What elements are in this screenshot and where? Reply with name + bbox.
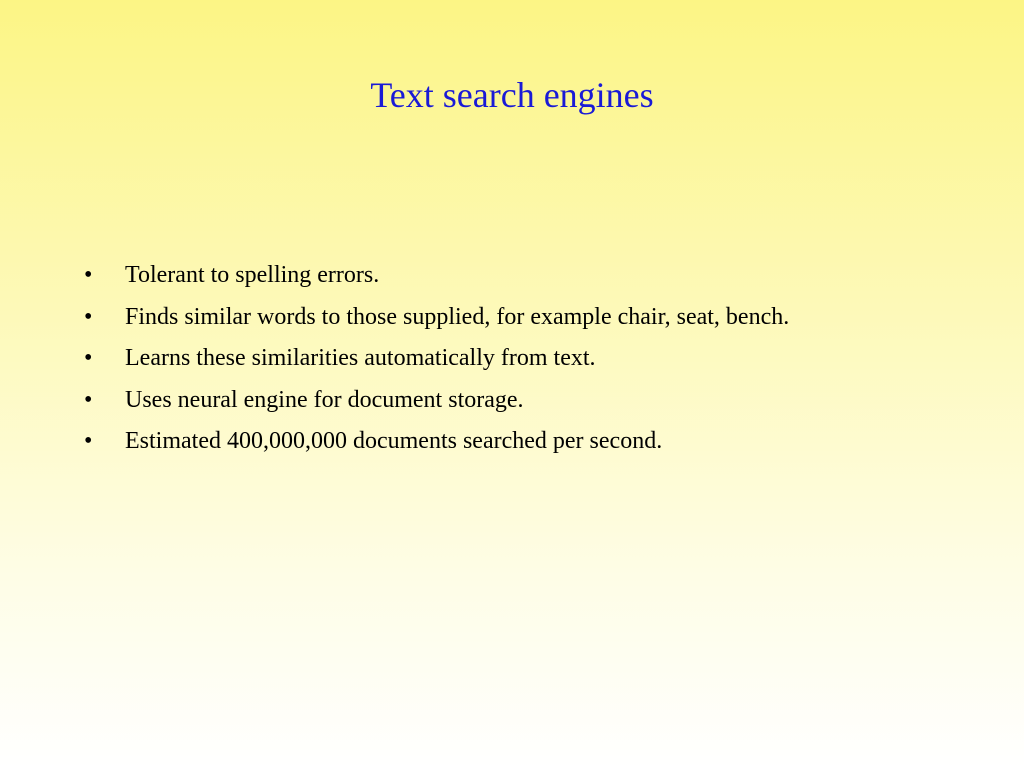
bullet-list [84, 255, 789, 463]
bullet-icon: • [84, 303, 93, 330]
bullet-text: Uses neural engine for document storage. [125, 386, 524, 413]
bullet-icon: • [84, 345, 93, 371]
bullet-icon: • [84, 386, 93, 413]
bullet-item [84, 255, 789, 297]
bullet-icon: • [84, 262, 93, 288]
bullet-text: Finds similar words to those supplied, for example chair, seat, bench. [125, 303, 790, 330]
slide-title: Text search engines [370, 75, 654, 115]
bullet-item [84, 297, 789, 339]
bullet-text: Learns these similarities automatically from text. [125, 345, 596, 371]
bullet-icon: • [84, 428, 93, 454]
bullet-item [84, 338, 789, 380]
bullet-text: Tolerant to spelling errors. [125, 262, 380, 288]
bullet-item [84, 421, 789, 463]
bullet-item [84, 380, 789, 422]
bullet-text: Estimated 400,000,000 documents searched per second. [125, 428, 663, 454]
